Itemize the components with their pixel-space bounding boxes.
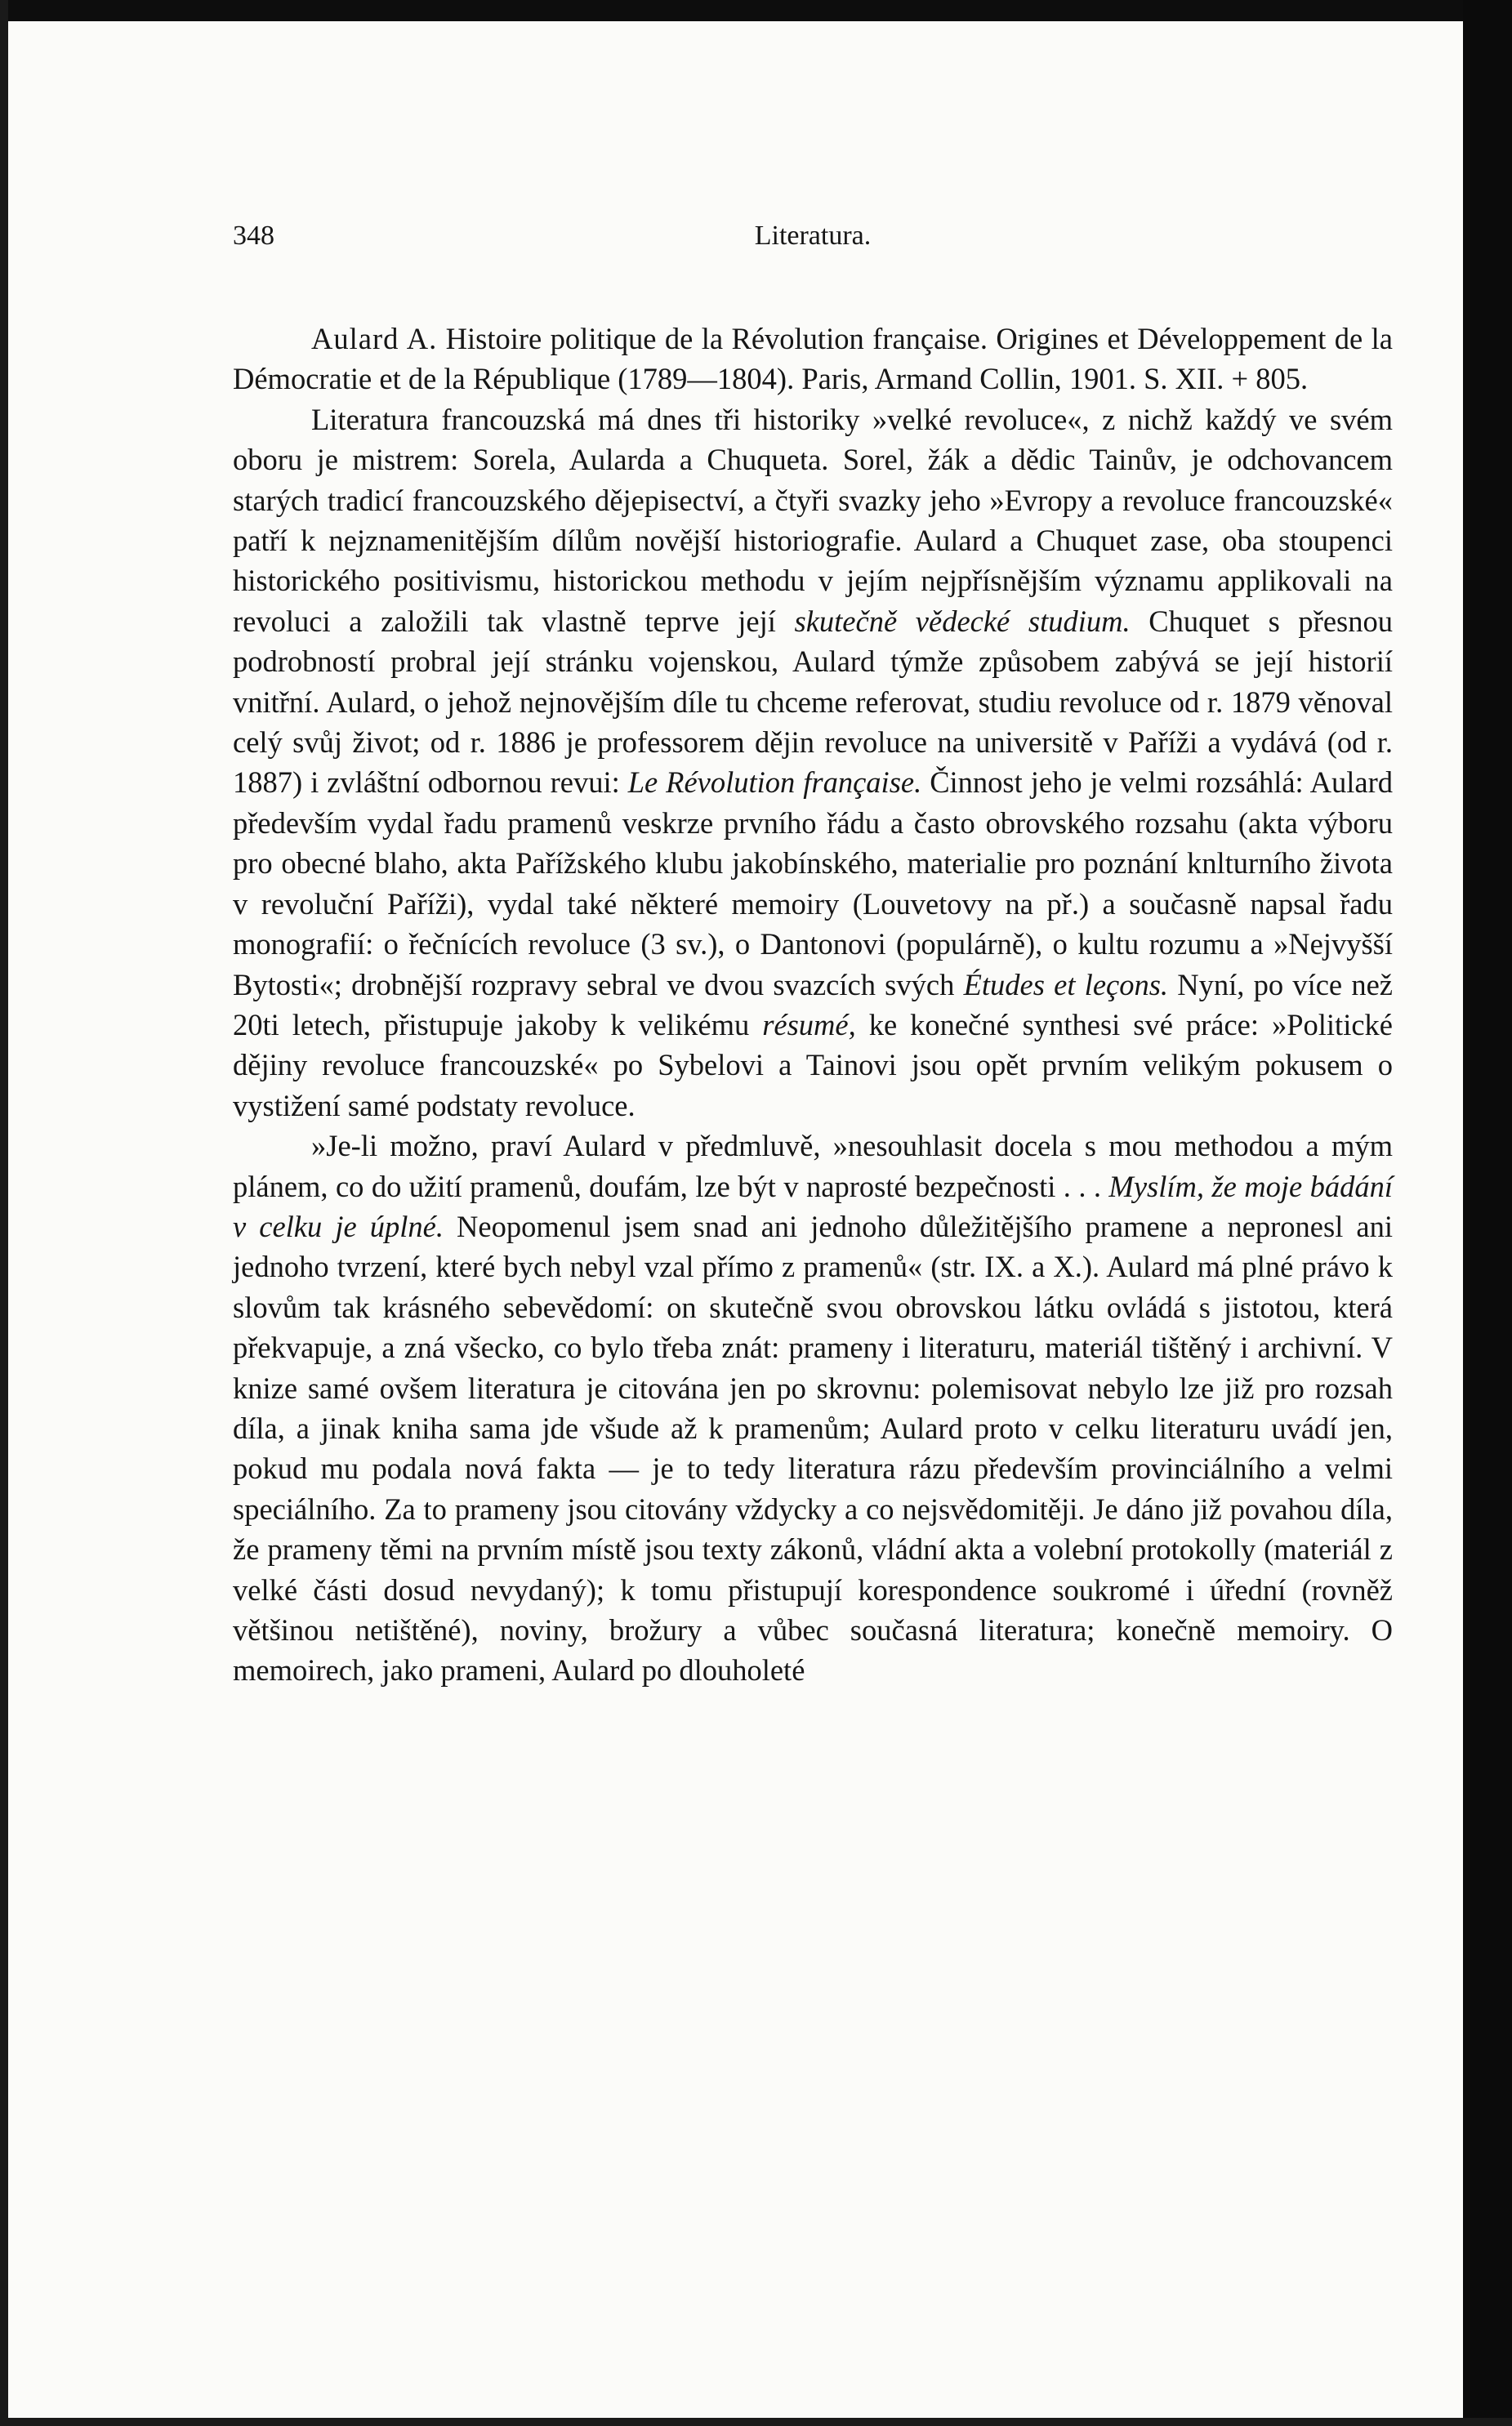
paragraph-1-italic-4: résumé, xyxy=(762,1007,856,1041)
paragraph-1-text-2: Chuquet s přesnou podrobností probral její stránku vojenskou, Aulard týmže způsobem zabývá se její historií vnitřní. Aulard, o jehož nejnovějším díle tu chceme referovat, studiu revoluce od r. 1879 věnoval celý svůj život; od r. 1886 je professorem dějin revoluce na universitě v Paříži a vydává (od r. 1887) i zvláštní odbornou revui: xyxy=(233,604,1393,800)
paragraph-1-text-1: Literatura francouzská má dnes tři historiky »velké revoluce«, z nichž každý ve svém oboru je mistrem: Sorela, Aularda a Chuqueta. Sorel, žák a dědic Tainův, je odchovancem starých tradicí francouzského dějepisectví, a čtyři svazky jeho »Evropy a revoluce francouzské« patří k nejznamenitějším dílům novější historiografie. Aulard a Chuquet zase, oba stoupenci historického positivismu, historickou methodu v jejím nejpřísnějším významu applikovali na revoluci a založili tak vlastně teprve její xyxy=(233,402,1393,638)
paragraph-1-italic-1: skutečně vědecké studium. xyxy=(794,604,1131,638)
paragraph-1-text-5: ke konečné synthesi své práce: »Politické dějiny revoluce francouzské« po Sybelovi a Tainovi jsou opět prvním velikým pokusem o vystižení samé podstaty revoluce. xyxy=(233,1007,1393,1122)
bibliographic-reference xyxy=(233,319,1393,399)
scan-border-right xyxy=(1463,0,1512,2426)
running-title: Literatura. xyxy=(754,221,872,251)
scan-border-top xyxy=(0,0,1512,21)
page-number: 348 xyxy=(233,221,274,251)
paragraph-1-text-3: Činnost jeho je velmi rozsáhlá: Aulard především vydal řadu pramenů veskrze prvního řádu a často obrovského rozsahu (akta výboru pro obecné blaho, akta Pařížského klubu jakobínského, materialie pro poznání knlturního života v revoluční Paříži), vydal také některé memoiry (Louvetovy na př.) a současně napsal řadu monografií: o řečnících revoluce (3 sv.), o Dantonovi (populárně), o kultu rozumu a »Nejvyšší Bytosti«; drobnější rozpravy sebral ve dvou svazcích svých xyxy=(233,765,1393,1001)
paragraph-2-text-2: Neopomenul jsem snad ani jednoho důležitějšího pramene a nepronesl ani jednoho tvrzení, které bych nebyl vzal přímo z pramenů« (str. IX. a X.). Aulard má plné právo k slovům tak krásného sebevědomí: on skutečně svou obrovskou látku ovládá s jistotou, která překvapuje, a zná všecko, co bylo třeba znát: prameny i literaturu, materiál tištěný i archivní. V knize samé ovšem literatura je citována jen po skrovnu: polemisovat nebylo lze již pro rozsah díla, a jinak kniha sama jde všude až k pramenům; Aulard proto v celku literaturu uvádí jen, pokud mu podala nová fakta — je to tedy literatura rázu především provinciálního a velmi speciálního. Za to prameny jsou citovány vždycky a co nejsvědomitěji. Je dáno již povahou díla, že prameny těmi na prvním místě jsou texty zákonů, vládní akta a volební protokolly (materiál z velké části dosud nevydaný); k tomu přistupují korespondence soukromé i úřední (rovněž většinou netištěné), noviny, brožury a vůbec současná literatura; konečně memoiry. O memoirech, jako prameni, Aulard po dlouholeté xyxy=(233,1209,1393,1688)
paragraph-2 xyxy=(233,1126,1393,1691)
page-content xyxy=(233,221,1393,1691)
reference-author: Aulard A. xyxy=(311,322,438,355)
paragraph-2-italic-1: Myslím, že moje bádání v celku je úplné. xyxy=(233,1169,1393,1243)
paragraph-1 xyxy=(233,399,1393,1126)
paragraph-2-text-1: »Je-li možno, praví Aulard v předmluvě, »nesouhlasit docela s mou methodou a mým plánem, co do užití pramenů, doufám, lze být v naprosté bezpečnosti . . . xyxy=(233,1129,1393,1203)
running-head xyxy=(233,221,1393,270)
scan-border-left xyxy=(0,0,8,2426)
reference-title: Histoire politique de la Révolution française. Origines et Développement de la Démocratie et de la République (1789—1804). Paris, Armand Collin, 1901. S. XII. + 805. xyxy=(233,322,1393,396)
paragraph-1-italic-2: Le Révolution française. xyxy=(627,765,922,800)
scan-border-bottom xyxy=(0,2418,1512,2426)
paragraph-1-italic-3: Études et leçons. xyxy=(963,967,1169,1001)
body-text xyxy=(233,319,1393,1691)
paragraph-1-text-4: Nyní, po více než 20ti letech, přistupuje jakoby k velikému xyxy=(233,967,1393,1041)
